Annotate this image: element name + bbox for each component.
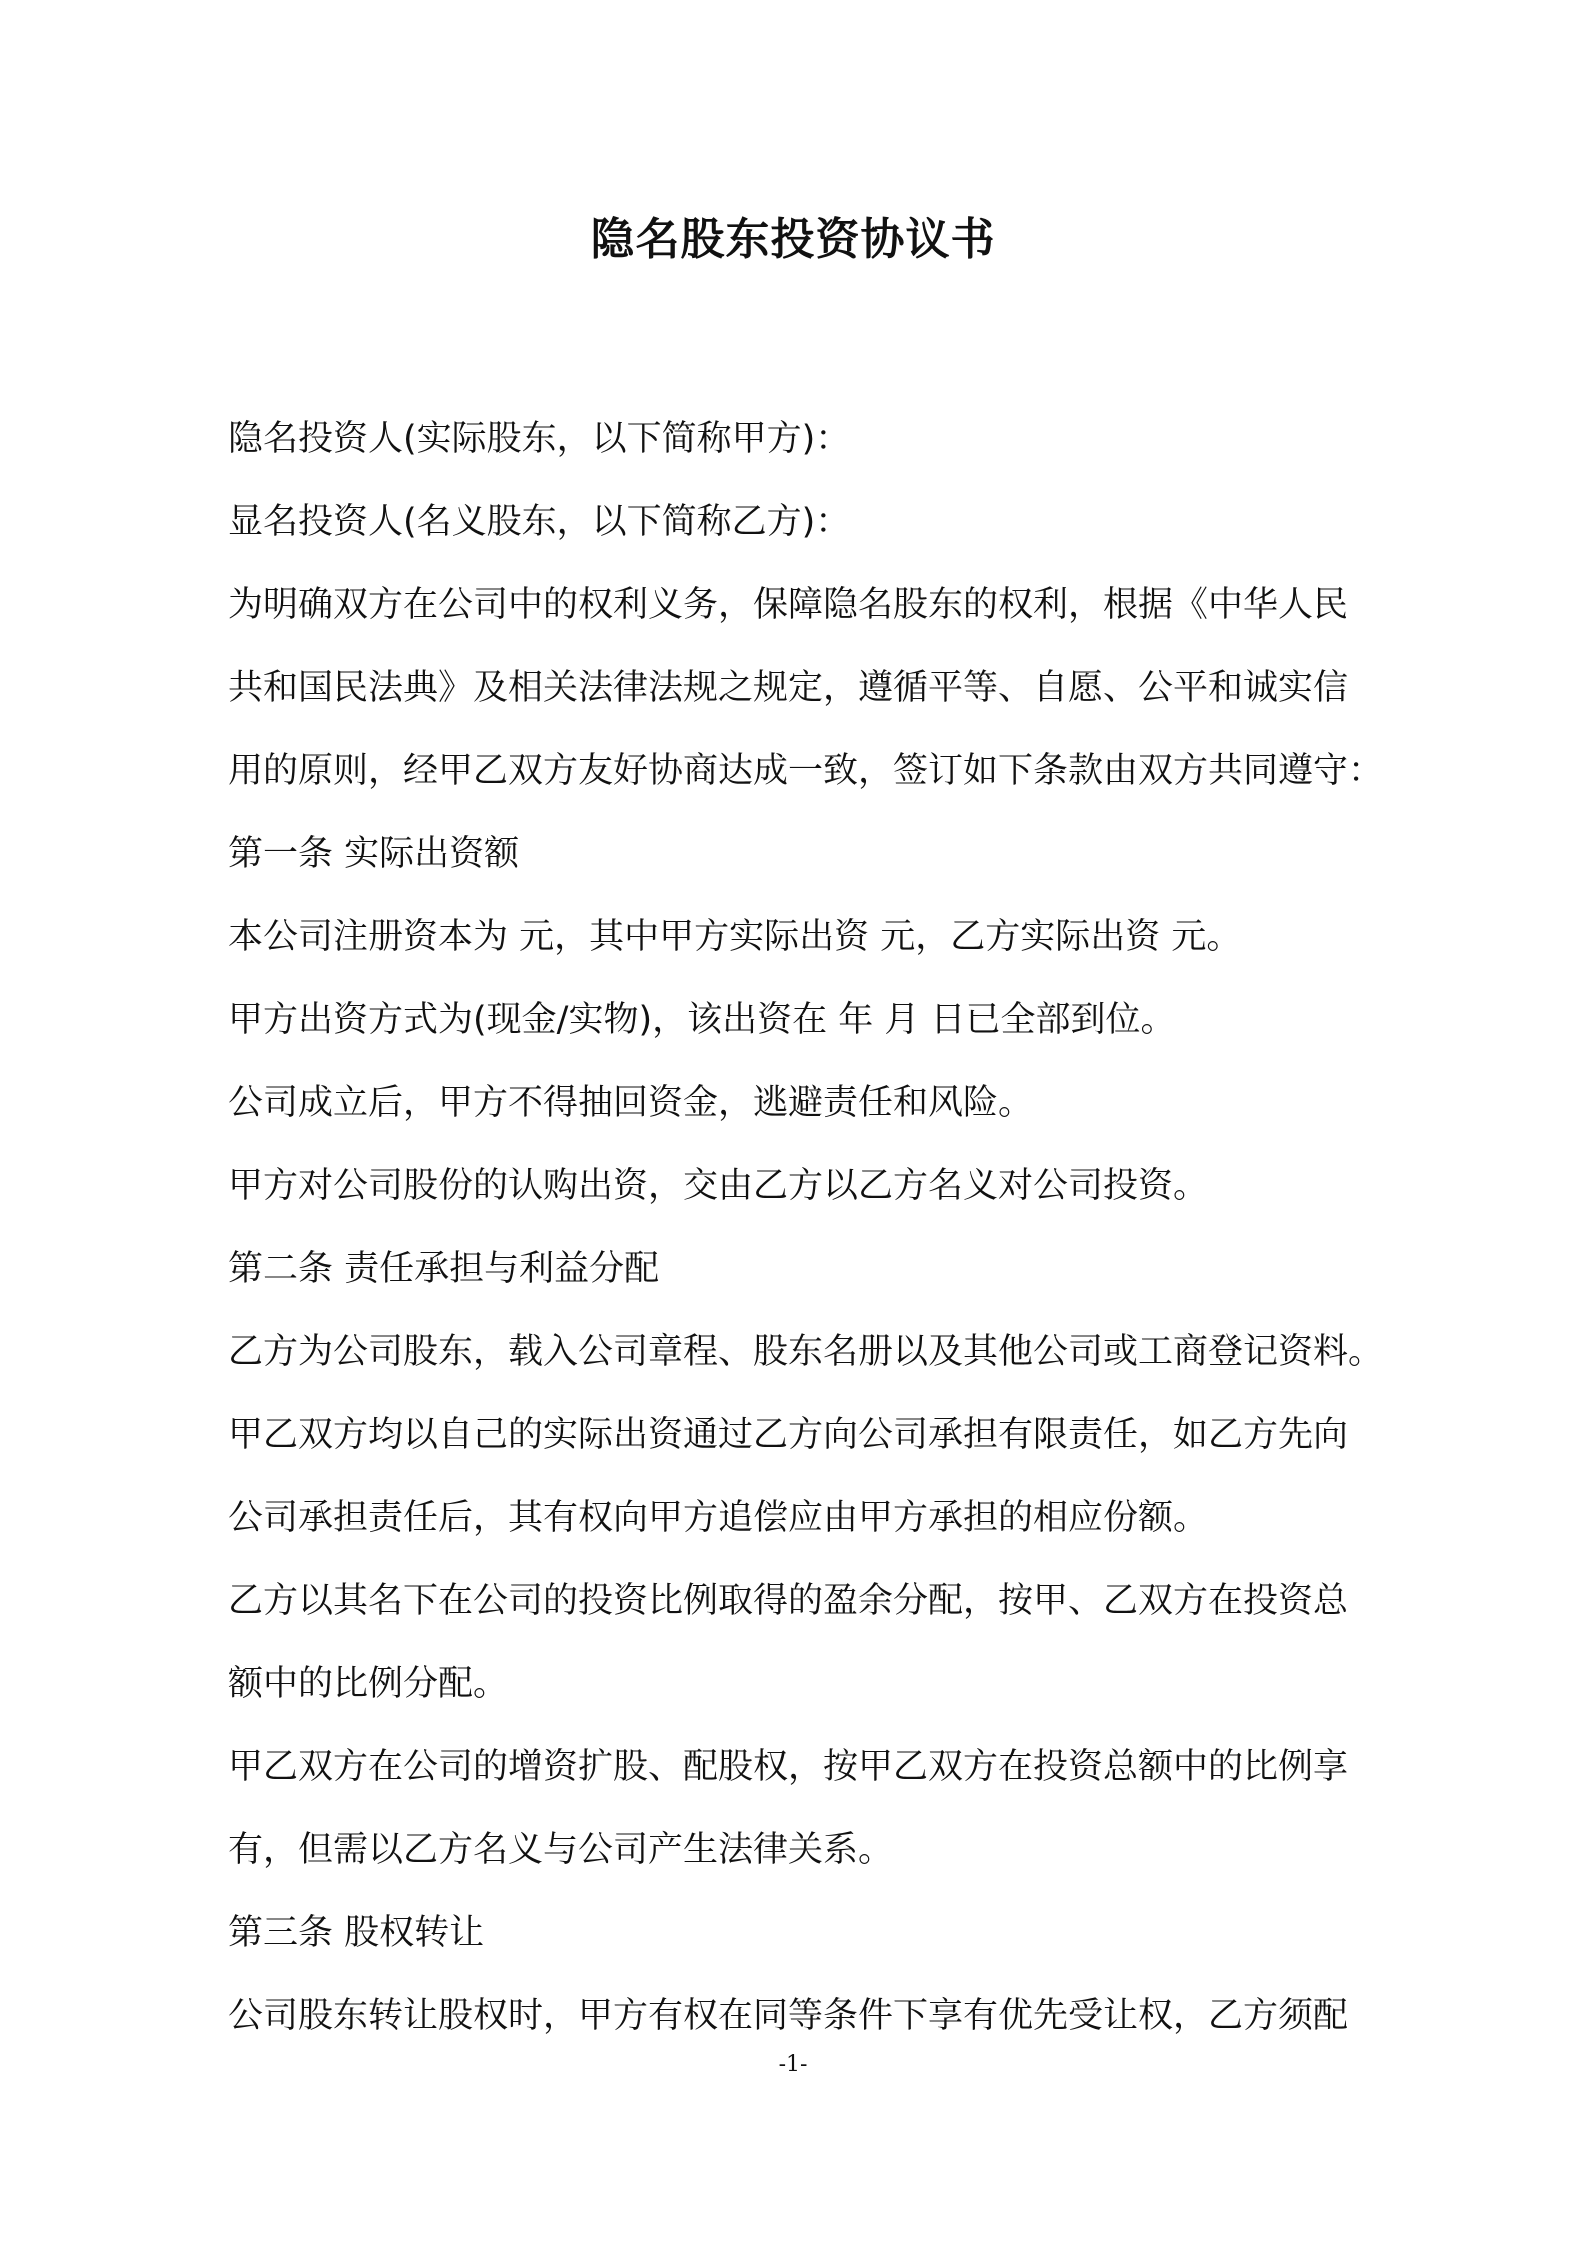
document-body: [228, 398, 1428, 2058]
paragraph-line: 甲乙双方在公司的增资扩股、配股权，按甲乙双方在投资总额中的比例享: [228, 1747, 1349, 1787]
preamble-line: 为明确双方在公司中的权利义务，保障隐名股东的权利，根据《中华人民: [228, 585, 1349, 625]
paragraph-line: 公司成立后，甲方不得抽回资金，逃避责任和风险。: [228, 1083, 1034, 1123]
paragraph-line: 甲方对公司股份的认购出资，交由乙方以乙方名义对公司投资。: [228, 1166, 1209, 1206]
article-2-heading: 第二条 责任承担与利益分配: [228, 1249, 660, 1289]
paragraph-line: 有，但需以乙方名义与公司产生法律关系。: [228, 1830, 894, 1870]
paragraph-line: 乙方以其名下在公司的投资比例取得的盈余分配，按甲、乙双方在投资总: [228, 1581, 1349, 1621]
party-a-line: 隐名投资人(实际股东，以下简称甲方)：: [228, 419, 851, 459]
article-1-heading: 第一条 实际出资额: [228, 834, 520, 874]
paragraph-line: 乙方为公司股东，载入公司章程、股东名册以及其他公司或工商登记资料。: [228, 1332, 1384, 1372]
page-number: -1-: [778, 2052, 808, 2077]
paragraph-line: 公司承担责任后，其有权向甲方追偿应由甲方承担的相应份额。: [228, 1498, 1209, 1538]
preamble-line: 用的原则，经甲乙双方友好协商达成一致，签订如下条款由双方共同遵守：: [228, 751, 1384, 791]
paragraph-line: 本公司注册资本为 元，其中甲方实际出资 元，乙方实际出资 元。: [228, 917, 1242, 957]
preamble-line: 共和国民法典》及相关法律法规之规定，遵循平等、自愿、公平和诚实信: [228, 668, 1349, 708]
party-b-line: 显名投资人(名义股东，以下简称乙方)：: [228, 502, 851, 542]
document-title: 隐名股东投资协议书: [590, 214, 996, 265]
paragraph-line: 额中的比例分配。: [228, 1664, 509, 1704]
paragraph-line: 公司股东转让股权时，甲方有权在同等条件下享有优先受让权，乙方须配: [228, 1996, 1349, 2036]
article-3-heading: 第三条 股权转让: [228, 1913, 485, 1953]
paragraph-line: 甲乙双方均以自己的实际出资通过乙方向公司承担有限责任，如乙方先向: [228, 1415, 1349, 1455]
paragraph-line: 甲方出资方式为(现金/实物)，该出资在 年 月 日已全部到位。: [228, 1000, 1176, 1040]
